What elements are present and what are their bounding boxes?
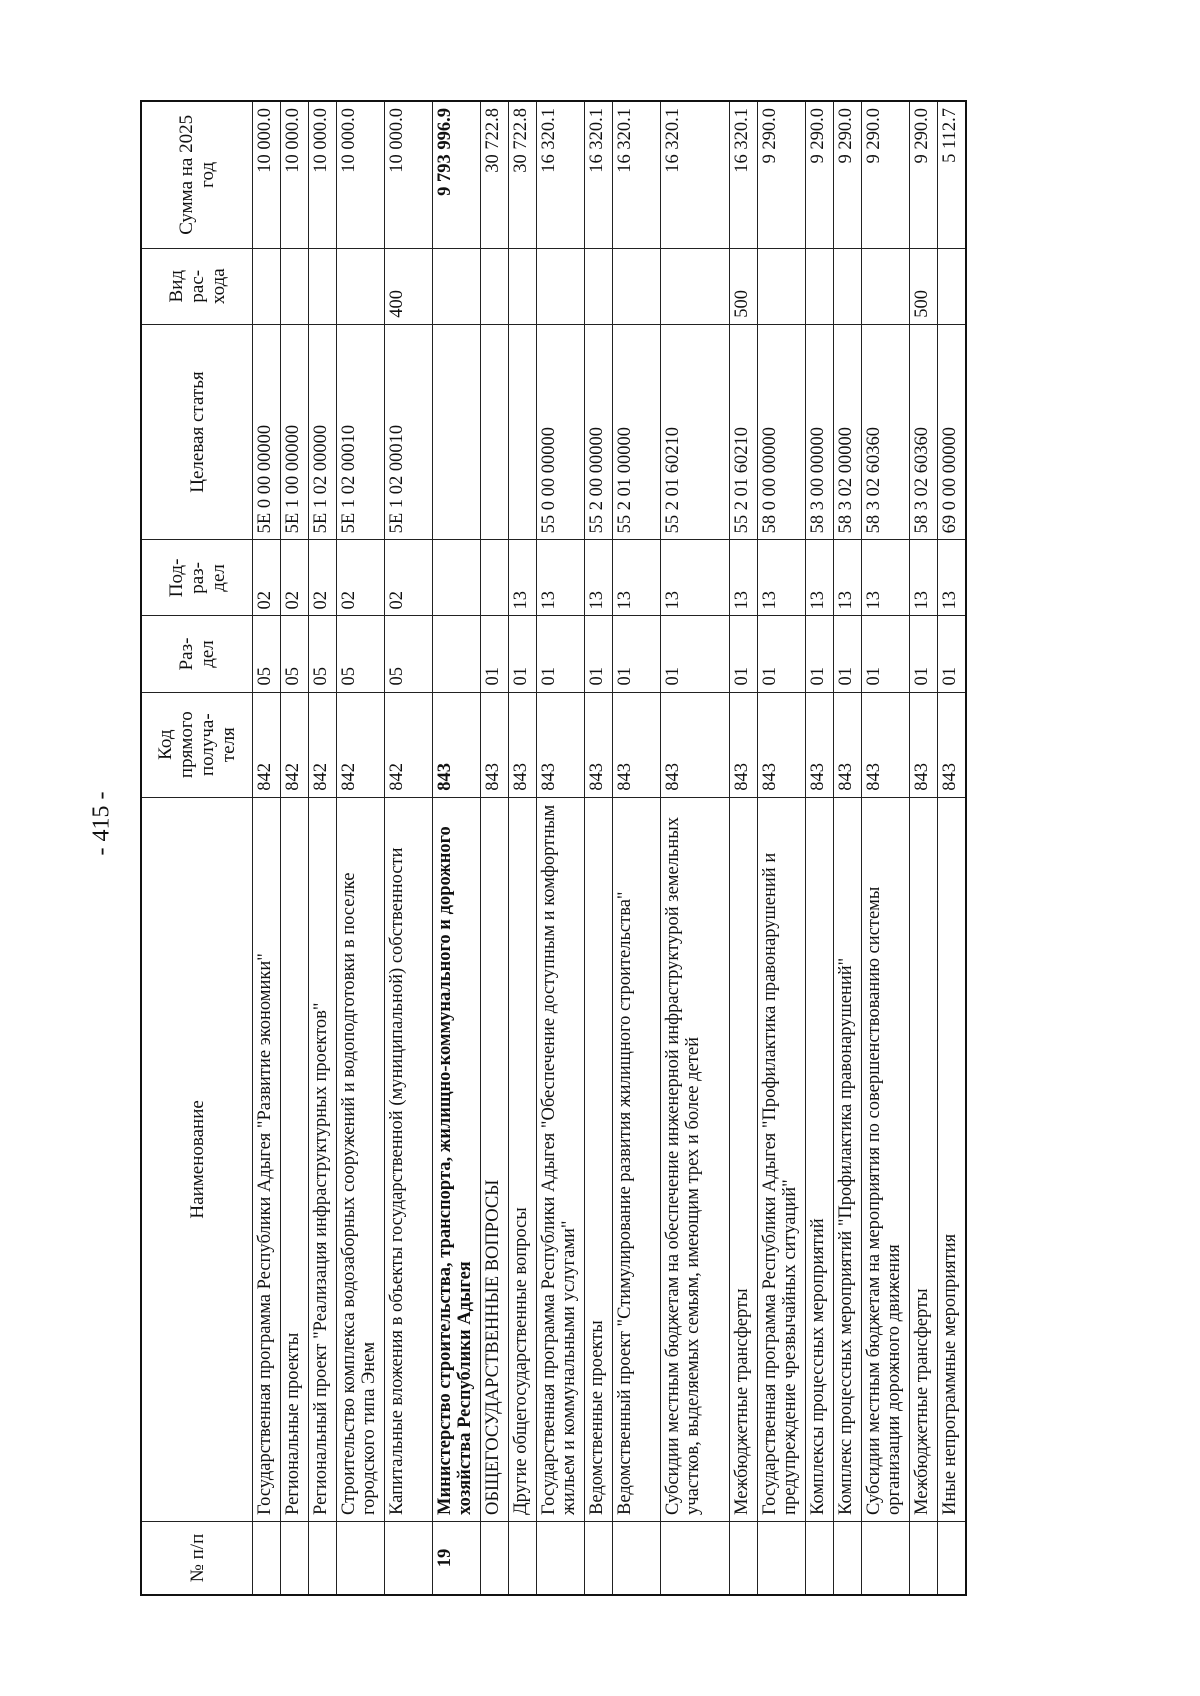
cell-name: Ведомственные проекты [585, 797, 613, 1521]
cell-num [730, 1521, 758, 1595]
cell-sum: 16 320.1 [661, 101, 730, 248]
cell-num [509, 1521, 537, 1595]
cell-target [481, 324, 509, 540]
cell-sum: 16 320.1 [537, 101, 585, 248]
table-row [337, 101, 385, 1595]
cell-podrazdel: 13 [910, 540, 938, 616]
table-row [661, 101, 730, 1595]
cell-sum: 10 000.0 [309, 101, 337, 248]
cell-sum: 9 793 996.9 [433, 101, 481, 248]
cell-razdel: 01 [806, 616, 834, 692]
table-row [862, 101, 910, 1595]
cell-podrazdel [433, 540, 481, 616]
table-row [309, 101, 337, 1595]
header-expense-type: Вид рас- хода [141, 248, 253, 324]
cell-razdel: 01 [537, 616, 585, 692]
cell-target: 58 3 02 60360 [910, 324, 938, 540]
table-row [730, 101, 758, 1595]
cell-podrazdel: 13 [806, 540, 834, 616]
cell-vid: 500 [910, 248, 938, 324]
cell-num [938, 1521, 967, 1595]
cell-num [253, 1521, 281, 1595]
cell-code: 843 [834, 692, 862, 797]
cell-razdel: 01 [730, 616, 758, 692]
cell-name: Субсидии местным бюджетам на обеспечение инженерной инфраструктурой земельных участков, выделяемых семьям, имеющим трех и более детей [661, 797, 730, 1521]
table-row [758, 101, 806, 1595]
table-row [806, 101, 834, 1595]
cell-podrazdel: 13 [862, 540, 910, 616]
cell-sum: 16 320.1 [613, 101, 661, 248]
cell-name: Субсидии местным бюджетам на мероприятия по совершенствованию системы организации дорожного движения [862, 797, 910, 1521]
cell-code: 842 [253, 692, 281, 797]
cell-razdel: 01 [585, 616, 613, 692]
header-name: Наименование [141, 797, 253, 1521]
cell-podrazdel: 13 [585, 540, 613, 616]
cell-podrazdel: 13 [537, 540, 585, 616]
cell-vid: 400 [385, 248, 433, 324]
cell-sum: 9 290.0 [862, 101, 910, 248]
cell-vid [509, 248, 537, 324]
cell-code: 843 [433, 692, 481, 797]
cell-code: 843 [910, 692, 938, 797]
cell-podrazdel [481, 540, 509, 616]
cell-podrazdel: 13 [758, 540, 806, 616]
cell-podrazdel: 02 [281, 540, 309, 616]
cell-code: 843 [938, 692, 967, 797]
table-body [253, 101, 967, 1595]
cell-name: Межбюджетные трансферты [730, 797, 758, 1521]
table-row [481, 101, 509, 1595]
cell-code: 842 [385, 692, 433, 797]
header-num: № п/п [141, 1521, 253, 1595]
cell-code: 842 [281, 692, 309, 797]
cell-target: 55 2 01 60210 [730, 324, 758, 540]
cell-num [385, 1521, 433, 1595]
cell-vid [862, 248, 910, 324]
cell-podrazdel: 13 [834, 540, 862, 616]
cell-target: 55 2 01 60210 [661, 324, 730, 540]
cell-sum: 16 320.1 [585, 101, 613, 248]
cell-vid [309, 248, 337, 324]
cell-num [862, 1521, 910, 1595]
cell-vid [253, 248, 281, 324]
cell-razdel: 01 [661, 616, 730, 692]
page-number: - 415 - [88, 791, 115, 856]
cell-sum: 9 290.0 [758, 101, 806, 248]
header-section: Раз- дел [141, 616, 253, 692]
table-row [537, 101, 585, 1595]
cell-target: 58 0 00 00000 [758, 324, 806, 540]
cell-razdel: 05 [281, 616, 309, 692]
cell-vid [938, 248, 967, 324]
table-row [253, 101, 281, 1595]
cell-num [481, 1521, 509, 1595]
cell-razdel: 01 [481, 616, 509, 692]
cell-target: 5Е 1 02 00010 [337, 324, 385, 540]
cell-code: 842 [337, 692, 385, 797]
table-row [938, 101, 967, 1595]
cell-podrazdel: 13 [509, 540, 537, 616]
cell-razdel: 01 [834, 616, 862, 692]
cell-razdel: 05 [309, 616, 337, 692]
cell-num [806, 1521, 834, 1595]
cell-vid [481, 248, 509, 324]
cell-razdel: 01 [613, 616, 661, 692]
cell-vid [834, 248, 862, 324]
cell-sum: 5 112.7 [938, 101, 967, 248]
cell-target: 5Е 1 02 00000 [309, 324, 337, 540]
cell-target: 5Е 1 00 00000 [281, 324, 309, 540]
cell-sum: 30 722.8 [509, 101, 537, 248]
cell-name: Министерство строительства, транспорта, жилищно-коммунального и дорожного хозяйства Республики Адыгея [433, 797, 481, 1521]
cell-razdel [433, 616, 481, 692]
header-subsection: Под- раз- дел [141, 540, 253, 616]
cell-razdel: 01 [509, 616, 537, 692]
cell-name: Иные непрограммные мероприятия [938, 797, 967, 1521]
header-sum-2025: Сумма на 2025 год [141, 101, 253, 248]
cell-vid [433, 248, 481, 324]
cell-num [661, 1521, 730, 1595]
table-row [281, 101, 309, 1595]
cell-vid [337, 248, 385, 324]
cell-target: 58 3 02 00000 [834, 324, 862, 540]
cell-target: 55 0 00 00000 [537, 324, 585, 540]
cell-name: Комплекс процессных мероприятий "Профилактика правонарушений" [834, 797, 862, 1521]
cell-num [910, 1521, 938, 1595]
cell-target: 55 2 00 00000 [585, 324, 613, 540]
cell-podrazdel: 13 [613, 540, 661, 616]
cell-num [537, 1521, 585, 1595]
table-row [613, 101, 661, 1595]
cell-target: 5Е 0 00 00000 [253, 324, 281, 540]
cell-razdel: 05 [253, 616, 281, 692]
cell-target [433, 324, 481, 540]
cell-num [281, 1521, 309, 1595]
cell-num [309, 1521, 337, 1595]
cell-vid: 500 [730, 248, 758, 324]
cell-name: Капитальные вложения в объекты государственной (муниципальной) собственности [385, 797, 433, 1521]
cell-sum: 10 000.0 [253, 101, 281, 248]
cell-razdel: 01 [938, 616, 967, 692]
cell-code: 843 [481, 692, 509, 797]
cell-code: 843 [730, 692, 758, 797]
cell-podrazdel: 02 [337, 540, 385, 616]
cell-sum: 10 000.0 [337, 101, 385, 248]
cell-num [834, 1521, 862, 1595]
cell-num [585, 1521, 613, 1595]
cell-name: Региональный проект "Реализация инфраструктурных проектов" [309, 797, 337, 1521]
cell-vid [758, 248, 806, 324]
cell-razdel: 01 [910, 616, 938, 692]
table-row [385, 101, 433, 1595]
cell-name: ОБЩЕГОСУДАРСТВЕННЫЕ ВОПРОСЫ [481, 797, 509, 1521]
cell-sum: 10 000.0 [385, 101, 433, 248]
cell-vid [806, 248, 834, 324]
cell-podrazdel: 02 [385, 540, 433, 616]
cell-podrazdel: 13 [938, 540, 967, 616]
cell-podrazdel: 13 [730, 540, 758, 616]
header-target-article: Целевая статья [141, 324, 253, 540]
table-row [910, 101, 938, 1595]
cell-sum: 10 000.0 [281, 101, 309, 248]
cell-target: 58 3 02 60360 [862, 324, 910, 540]
cell-code: 843 [862, 692, 910, 797]
cell-razdel: 01 [862, 616, 910, 692]
cell-target: 69 0 00 00000 [938, 324, 967, 540]
table-header-row [141, 101, 253, 1595]
cell-name: Ведомственный проект "Стимулирование развития жилищного строительства" [613, 797, 661, 1521]
cell-sum: 9 290.0 [910, 101, 938, 248]
cell-name: Межбюджетные трансферты [910, 797, 938, 1521]
table-row [585, 101, 613, 1595]
budget-table [140, 100, 967, 1596]
cell-name: Комплексы процессных мероприятий [806, 797, 834, 1521]
cell-sum: 16 320.1 [730, 101, 758, 248]
cell-code: 843 [758, 692, 806, 797]
rotated-table-container [140, 100, 1120, 1596]
cell-podrazdel: 13 [661, 540, 730, 616]
cell-code: 843 [537, 692, 585, 797]
cell-code: 843 [585, 692, 613, 797]
cell-sum: 9 290.0 [834, 101, 862, 248]
cell-num: 19 [433, 1521, 481, 1595]
cell-target: 55 2 01 00000 [613, 324, 661, 540]
cell-num [337, 1521, 385, 1595]
cell-name: Государственная программа Республики Адыгея "Развитие экономики" [253, 797, 281, 1521]
table-row [834, 101, 862, 1595]
cell-target: 58 3 00 00000 [806, 324, 834, 540]
table-row [509, 101, 537, 1595]
cell-vid [661, 248, 730, 324]
cell-sum: 30 722.8 [481, 101, 509, 248]
cell-code: 843 [509, 692, 537, 797]
cell-code: 843 [613, 692, 661, 797]
cell-vid [281, 248, 309, 324]
cell-target [509, 324, 537, 540]
cell-razdel: 01 [758, 616, 806, 692]
cell-name: Региональные проекты [281, 797, 309, 1521]
cell-podrazdel: 02 [309, 540, 337, 616]
cell-name: Государственная программа Республики Адыгея "Профилактика правонарушений и предупреждение чрезвычайных ситуаций" [758, 797, 806, 1521]
cell-name: Строительство комплекса водозаборных сооружений и водоподготовки в поселке городского типа Энем [337, 797, 385, 1521]
cell-razdel: 05 [337, 616, 385, 692]
cell-code: 843 [661, 692, 730, 797]
cell-target: 5Е 1 02 00010 [385, 324, 433, 540]
cell-vid [537, 248, 585, 324]
cell-code: 843 [806, 692, 834, 797]
cell-vid [585, 248, 613, 324]
cell-razdel: 05 [385, 616, 433, 692]
cell-sum: 9 290.0 [806, 101, 834, 248]
cell-podrazdel: 02 [253, 540, 281, 616]
cell-num [758, 1521, 806, 1595]
cell-num [613, 1521, 661, 1595]
cell-name: Государственная программа Республики Адыгея "Обеспечение доступным и комфортным жильем и коммунальными услугами" [537, 797, 585, 1521]
table-row [433, 101, 481, 1595]
cell-name: Другие общегосударственные вопросы [509, 797, 537, 1521]
header-recipient-code: Код прямого получа- теля [141, 692, 253, 797]
cell-vid [613, 248, 661, 324]
cell-code: 842 [309, 692, 337, 797]
